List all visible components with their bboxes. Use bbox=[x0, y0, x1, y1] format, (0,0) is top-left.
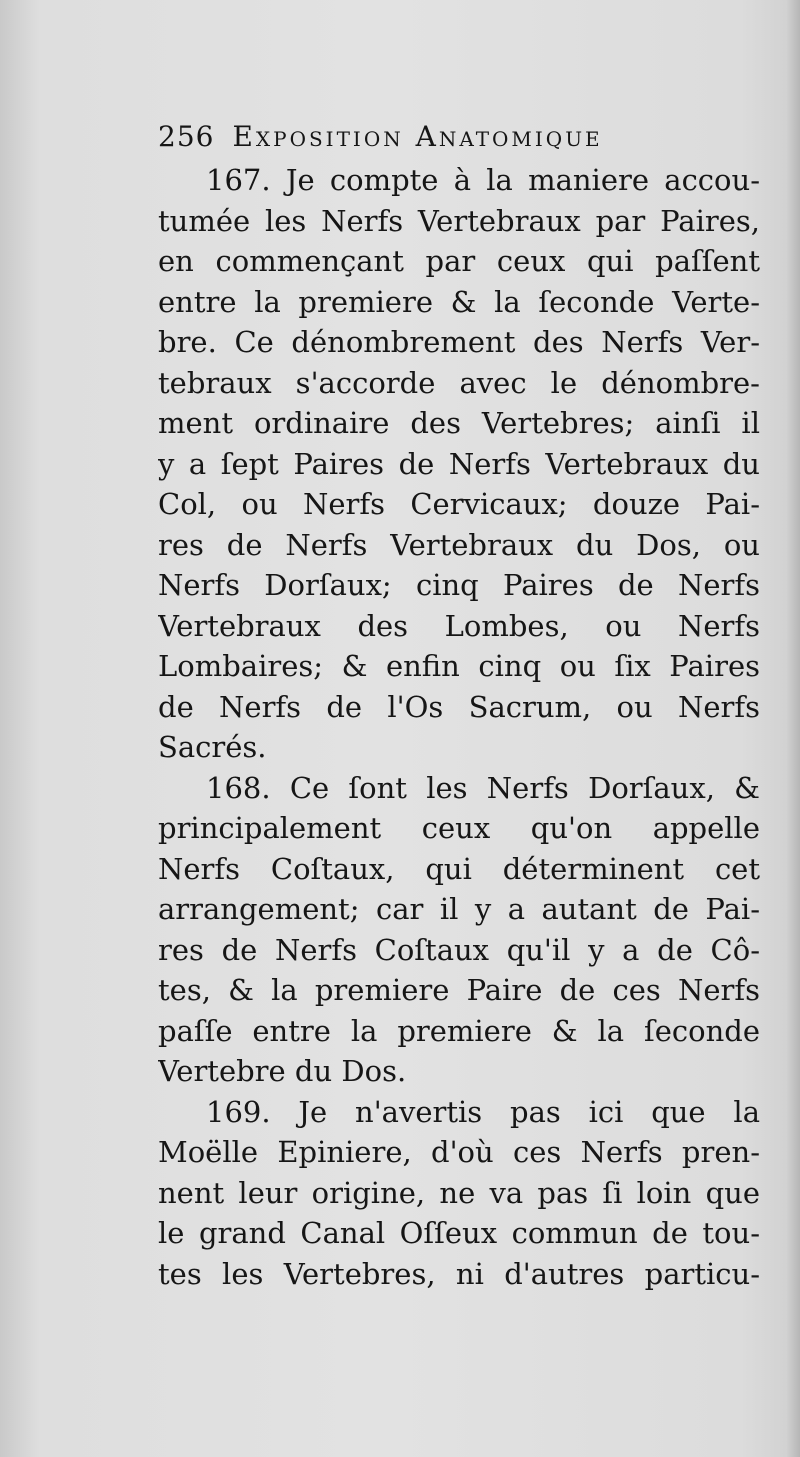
running-header bbox=[158, 112, 760, 160]
text-line: y a ſept Paires de Nerfs Vertebraux du bbox=[158, 446, 760, 481]
paragraph-168 bbox=[158, 768, 760, 1092]
text-line: 167. Je compte à la maniere accou- bbox=[206, 163, 760, 197]
text-line: Nerfs Dorſaux; cinq Paires de Nerfs bbox=[158, 568, 760, 602]
text-line: le grand Canal Oſſeux commun de tou- bbox=[158, 1216, 760, 1250]
text-line: ment ordinaire des Vertebres; ainſi il bbox=[158, 406, 760, 440]
text-line: tes, & la premiere Paire de ces Nerfs bbox=[158, 973, 760, 1007]
text-line: bre. Ce dénombrement des Nerfs Ver- bbox=[158, 325, 760, 359]
text-line: Nerfs Coſtaux, qui déterminent cet bbox=[158, 851, 760, 886]
paragraph-167 bbox=[158, 160, 760, 768]
text-line: arrangement; car il y a autant de Pai- bbox=[158, 892, 760, 926]
text-line: en commençant par ceux qui paſſent bbox=[158, 244, 760, 278]
text-line: 168. Ce ſont les Nerfs Dorſaux, & bbox=[206, 770, 760, 805]
text-line: Moëlle Epiniere, d'où ces Nerfs pren- bbox=[158, 1135, 760, 1169]
text-line: Sacrés. bbox=[158, 730, 267, 764]
text-line: 169. Je n'avertis pas ici que la bbox=[206, 1094, 760, 1129]
text-line: tes les Vertebres, ni d'autres particu- bbox=[158, 1256, 760, 1291]
paragraph-169 bbox=[158, 1092, 760, 1295]
text-line: Lombaires; & enfin cinq ou ſix Paires bbox=[158, 649, 760, 683]
text-line: Col, ou Nerfs Cervicaux; douze Pai- bbox=[158, 487, 760, 521]
text-line: principalement ceux qu'on appelle bbox=[158, 811, 760, 845]
text-line: paſſe entre la premiere & la ſeconde bbox=[158, 1013, 760, 1048]
page-text-block bbox=[158, 112, 760, 1294]
text-line: tumée les Nerfs Vertebraux par Paires, bbox=[158, 203, 760, 238]
page-edge-shadow bbox=[786, 0, 800, 1457]
text-line: de Nerfs de l'Os Sacrum, ou Nerfs bbox=[158, 689, 760, 724]
text-line: res de Nerfs Vertebraux du Dos, ou bbox=[158, 527, 760, 562]
page-number: 256 bbox=[158, 119, 215, 153]
text-line: entre la premiere & la ſeconde Verte- bbox=[158, 284, 760, 319]
running-title: Exposition Anatomique bbox=[232, 119, 603, 153]
text-line: nent leur origine, ne va pas ſi loin que bbox=[158, 1175, 760, 1210]
text-line: Vertebre du Dos. bbox=[158, 1054, 407, 1088]
text-line: Vertebraux des Lombes, ou Nerfs bbox=[158, 608, 760, 643]
text-line: tebraux s'accorde avec le dénombre- bbox=[158, 365, 760, 400]
text-line: res de Nerfs Coſtaux qu'il y a de Cô- bbox=[158, 932, 760, 967]
